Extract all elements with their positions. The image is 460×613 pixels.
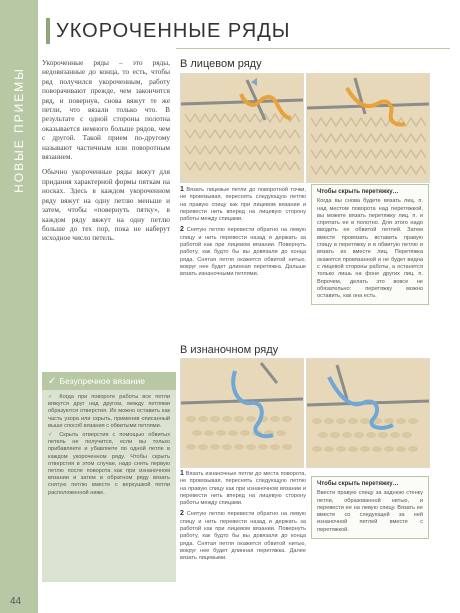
purl-steps — [180, 470, 306, 566]
intro-paragraph-2: Обычно укороченные ряды вяжут для придания характерной формы пяткам на носках. Здесь в каждом укороченном ряду вяжут на одну петлю меньше и затем, чтобы «повернуть пятку», в каждом ряду вяжут на одну петлю больше до тех пор, пока не наберут исходное число петель. — [42, 167, 170, 243]
knit-tip-text: Когда вы снова будете вязать лиц. п. над местом поворота над перетяжкой, вы можете вязать перетяжку лиц. п. и спрятать ее в полотно. Для этого надо вводить ее обвитой петлей. Затем вместе провязать вставить правую спицу в перетяжку и в обвитую петлю и вязать их вместе лиц. Перетяжка окажется провязанной и не будет видна с лицевой стороны работы, а останется только лишь на фоне других лиц. п. Впрочем, делать это вовсе не обязательно: перетяжку можно оставить, как она есть. — [317, 198, 423, 300]
purl-step-2: 2 Снятую петлю перевести обратно на левую спицу и нить перевести назад и держать за работой как при лицевом вязании. Повернуть работу, как будто бы вы довязали до конца ряда. Снятая петля окажется обвитой нитью, вокруг нее будет длинная перетяжка. Далее вязать лицевыми. — [180, 510, 306, 562]
page-title: УКОРОЧЕННЫЕ РЯДЫ — [56, 19, 291, 42]
section-label-vertical: НОВЫЕ ПРИЕМЫ — [12, 67, 26, 193]
knit-steps — [180, 186, 306, 282]
tipbox-item-1: ✓ Когда при повороте работы все петли вяжутся друг над другом, между петлями образуются отверстия. Их можно оставить как часть узора или скрыть, применив описанный выше способ вязания с обвитыми петлями. — [48, 394, 170, 429]
check-icon: ✓ — [48, 375, 57, 387]
page-number: 44 — [10, 596, 22, 607]
purl-tip-box — [311, 476, 429, 539]
sidebar-strip — [0, 0, 38, 613]
header-divider — [176, 48, 450, 49]
tipbox-title: Безупречное вязание — [59, 376, 146, 386]
purl-step-1: 1 Вязать изнаночные петли до места поворота, не провязывая, переснять следующую петлю на правую спицу как при изнаночном вязании и перевести нить вперед на лицевую сторону работы между спицами. — [180, 470, 306, 507]
purl-tip-title: Чтобы скрыть перетяжку… — [317, 481, 399, 487]
title-accent-bar — [46, 18, 50, 44]
tipbox-item-2: ✓ Скрыть отверстия с помощью обвитых петель не получится, если вы только прибавляете и убавляете по одной петле в каждом укороченном ряду. Чтобы скрыть отверстия в этом случае, надо снять первую петлю после поворота как при изнаночном вязании и затем в обратном ряду вязать снятую петлю вместе с верхушкой петли расположенной ниже. — [48, 432, 170, 496]
tipbox-body — [42, 390, 176, 503]
section-heading-knit: В лицевом ряду — [180, 58, 262, 70]
purl-step1-drawing — [181, 359, 303, 467]
illustration-purl-step2 — [306, 358, 430, 468]
check-icon: ✓ — [48, 432, 56, 439]
check-icon: ✓ — [48, 394, 56, 400]
illustration-purl-step1 — [180, 358, 304, 468]
purl-tip-text: Ввести правую спицу за заднюю стенку петли, образованной нитью, и перевести ее на левую спицу. Вязать ее вместе со следующей за ней изнаночной петлей вместе с перетяжкой. — [317, 490, 423, 533]
page-header — [46, 14, 450, 48]
knit-step1-drawing — [181, 74, 303, 182]
intro-text — [42, 58, 170, 249]
tipbox-header — [42, 372, 176, 390]
section-heading-purl: В изнаночном ряду — [180, 344, 279, 356]
intro-paragraph-1: Укороченные ряды – это ряды, недовязанные до конца, то есть, чтобы ряд получился укороченным, работу поворачивают прежде, чем закончится ряд, и повернув, снова вяжут те же петли, что вязали только что. В результате с одной стороны полотна оказывается немного больше рядов, чем с другой. Такой прием по-другому называют частичным или поворотным вязанием. — [42, 58, 170, 162]
illustration-knit-step2 — [306, 73, 430, 183]
purl-step2-drawing — [307, 359, 429, 467]
tipbox-perfect-knitting — [42, 372, 176, 582]
knit-step2-drawing — [307, 74, 429, 182]
knit-step-2: 2 Снятую петлю перевести обратно на левую спицу и нить перевести назад и держать за работой как при лицевом вязании. Повернуть работу, как будто бы вы довязали до конца ряда. Снятая петля окажется обвитой нитью, вокруг нее будет длинная перетяжка. Дальше вязать изнаночными петлями. — [180, 226, 306, 278]
knit-tip-box — [311, 184, 429, 305]
knit-tip-title: Чтобы скрыть перетяжку… — [317, 189, 399, 195]
illustration-knit-step1 — [180, 73, 304, 183]
knit-step-1: 1 Вязать лицевые петли до поворотной точки, не провязывая, переснять следующую петлю на правую спицу как при лицевом вязании и перевести нить вперед на лицевую сторону работы между спицами. — [180, 186, 306, 223]
